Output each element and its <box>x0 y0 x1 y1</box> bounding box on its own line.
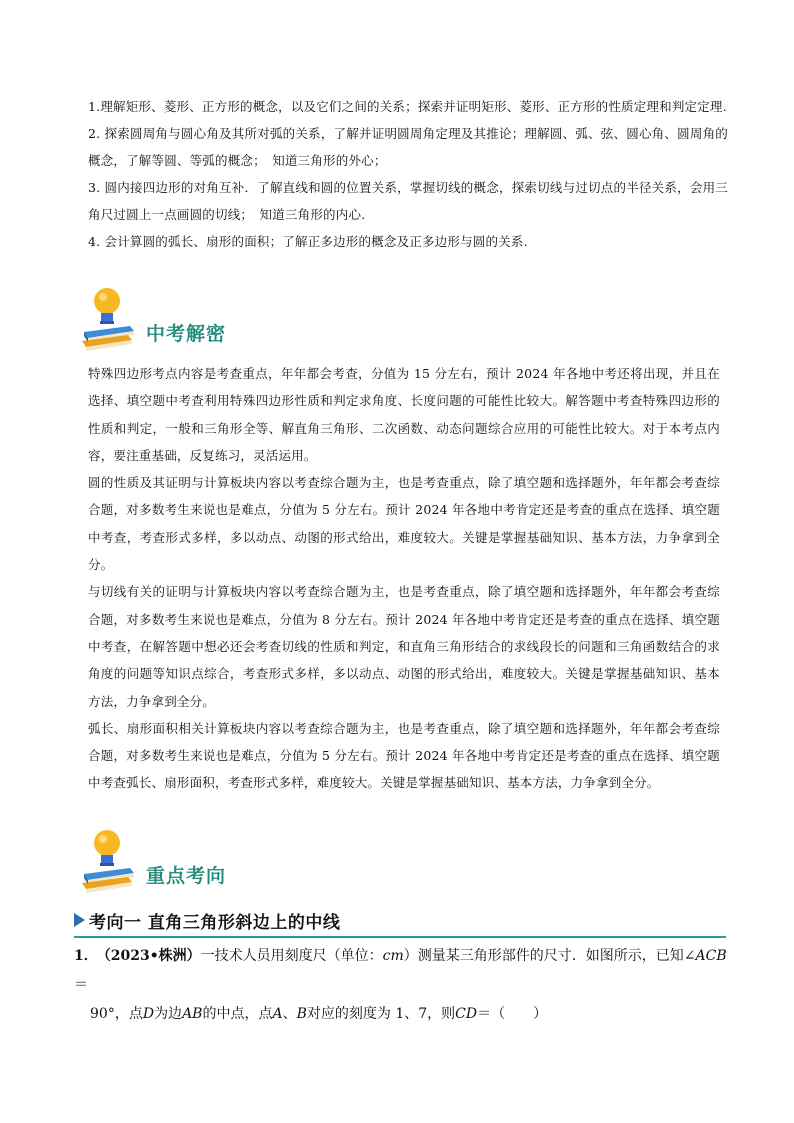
problem-line <box>74 942 730 1000</box>
problem-source: （2023•株洲） <box>103 948 201 964</box>
objective-item: 3. 圆内接四边形的对角互补．了解直线和圆的位置关系，掌握切线的概念，探索切线与过切点的半径关系，会用三角尺过圆上一点画圆的切线； 知道三角形的内心. <box>88 180 728 222</box>
problem-text: 对应的刻度为 1、7，则 <box>306 1006 456 1022</box>
problem-text: 90°，点 <box>90 1006 143 1022</box>
math-point: A <box>272 1006 283 1022</box>
section-header-analysis <box>78 286 226 352</box>
lightbulb-books-icon <box>78 286 140 352</box>
analysis-paragraph: 弧长、扇形面积相关计算板块内容以考查综合题为主，也是考查重点，除了填空题和选择题外，年年都会考查综合题，对多数考生来说也是难点，分值为 5 分左右。预计 2024 年各地中考肯定还是考查的重点在选择、填空题中考查弧长、扇形面积，考查形式多样，难度较大。关键是掌握基础知识、基本方法，力争拿到全分。 <box>88 720 720 791</box>
problem-number: 1． <box>74 948 98 964</box>
math-point: B <box>296 1006 307 1022</box>
objective-item: 1.理解矩形、菱形、正方形的概念，以及它们之间的关系；探索并证明矩形、菱形、正方形的性质定理和判定定理. <box>88 99 727 114</box>
problem-text: 一技术人员用刻度尺（单位： <box>200 948 383 964</box>
triangle-bullet-icon <box>74 913 85 927</box>
section-title: 中考解密 <box>146 323 227 345</box>
problem-text: 的中点，点 <box>202 1006 273 1022</box>
section-title: 重点考向 <box>146 865 227 887</box>
analysis-paragraph: 圆的性质及其证明与计算板块内容以考查综合题为主，也是考查重点，除了填空题和选择题外，年年都会考查综合题，对多数考生来说也是难点，分值为 5 分左右。预计 2024 年各地中考肯定还是考查的重点在选择、填空题中考查，考查形式多样，多以动点、动图的形式给出，难度较大。关键是掌握基础知识、基本方法，力争拿到全分。 <box>88 475 720 573</box>
objective-item: 2. 探索圆周角与圆心角及其所对弧的关系，了解并证明圆周角定理及其推论；理解圆、弧、弦、圆心角、圆周角的概念，了解等圆、等弧的概念； 知道三角形的外心； <box>88 126 728 168</box>
exam-analysis <box>88 360 720 797</box>
problem-text: 、 <box>282 1006 297 1022</box>
math-unit: cm <box>382 948 404 964</box>
math-segment: CD <box>455 1006 478 1022</box>
topic-subheading <box>74 904 726 938</box>
problem-1 <box>74 942 730 1029</box>
math-angle: ACB <box>695 948 727 964</box>
objective-item: 4. 会计算圆的弧长、扇形的面积；了解正多边形的概念及正多边形与圆的关系. <box>88 234 528 249</box>
problem-text: 为边 <box>154 1006 183 1022</box>
learning-objectives <box>88 93 728 255</box>
math-point: D <box>142 1006 155 1022</box>
analysis-paragraph: 特殊四边形考点内容是考查重点，年年都会考查，分值为 15 分左右，预计 2024 年各地中考还将出现，并且在选择、填空题中考查利用特殊四边形性质和判定求角度、长度问题的可能性比较大。解答题中考查特殊四边形的性质和判定，一般和三角形全等、解直角三角形、二次函数、动态问题综合应用的可能性比较大。对于本考点内容，要注重基础，反复练习，灵活运用。 <box>88 366 720 463</box>
section-header-focus <box>78 828 226 894</box>
problem-text: ＝（ ） <box>477 1006 548 1022</box>
lightbulb-books-icon <box>78 828 140 894</box>
analysis-paragraph: 与切线有关的证明与计算板块内容以考查综合题为主，也是考查重点，除了填空题和选择题外，年年都会考查综合题，对多数考生来说也是难点，分值为 8 分左右。预计 2024 年各地中考肯定还是考查的重点在选择、填空题中考查，在解答题中想必还会考查切线的性质和判定，和直角三角形结合的求线段长的问题和三角函数结合的求角度的问题等知识点综合，考查形式多样，多以动点、动图的形式给出，难度较大。关键是掌握基础知识、基本方法，力争拿到全分。 <box>88 584 720 709</box>
problem-text: ＝ <box>74 977 88 993</box>
problem-text: ）测量某三角形部件的尺寸．如图所示，已知∠ <box>403 948 696 964</box>
topic-title: 考向一 直角三角形斜边上的中线 <box>89 912 341 933</box>
math-segment: AB <box>182 1006 203 1022</box>
problem-line <box>74 1000 730 1029</box>
